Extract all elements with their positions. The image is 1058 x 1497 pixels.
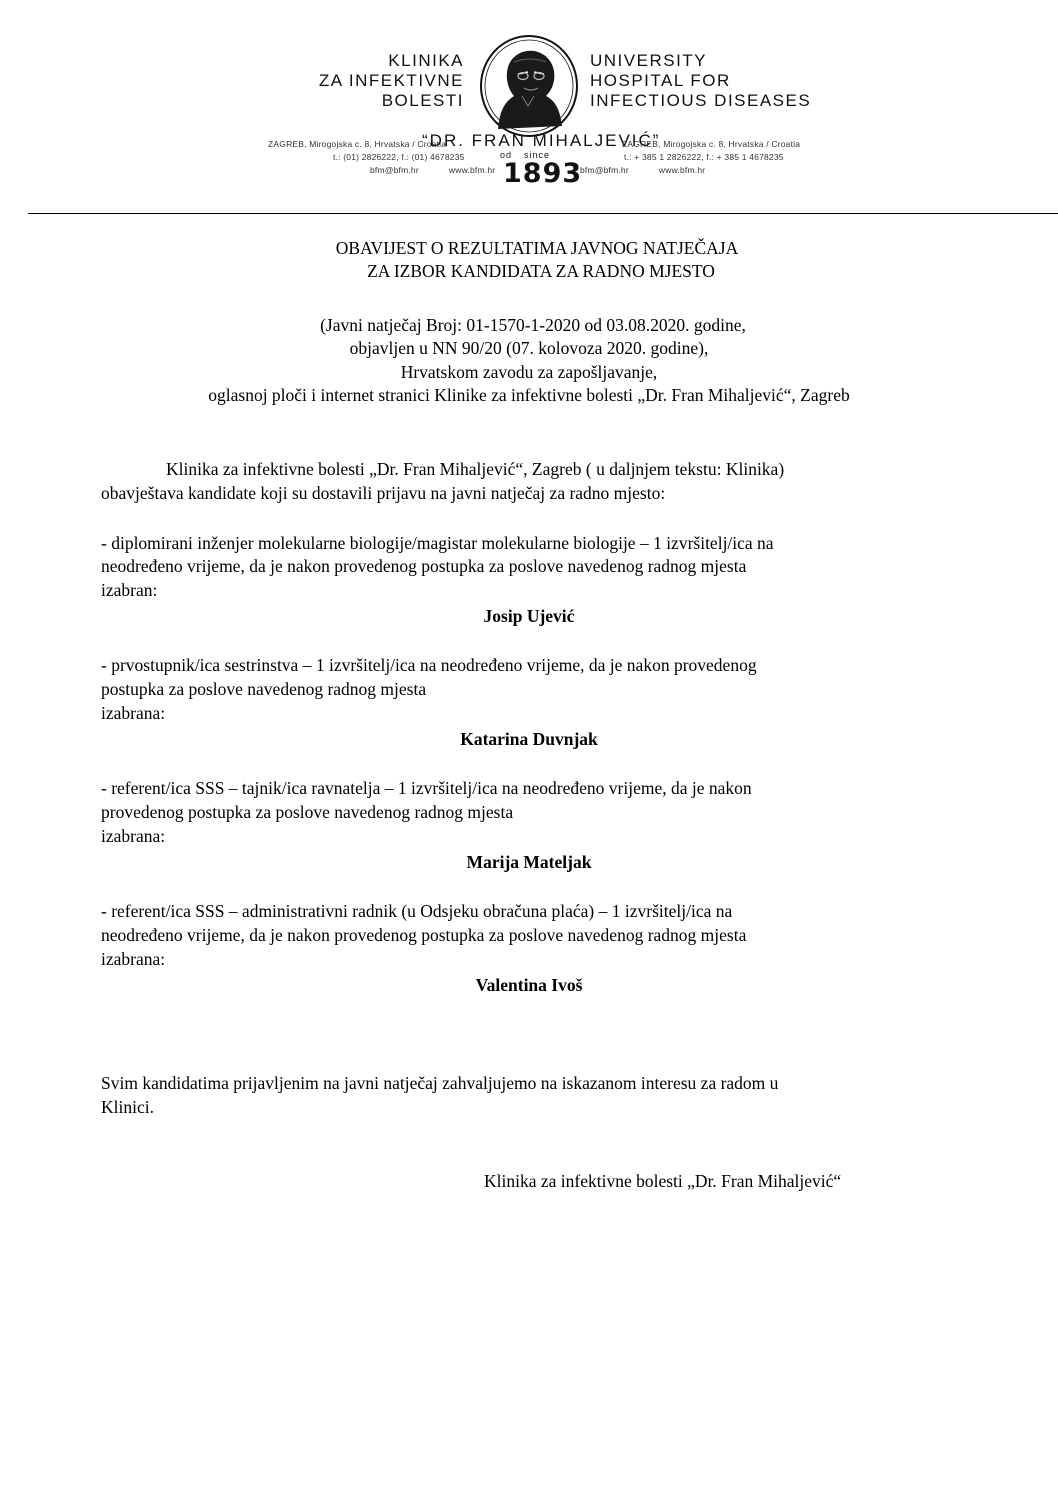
web-right: www.bfm.hr (658, 165, 706, 175)
thanks-line-1: Svim kandidatima prijavljenim na javni natječaj zahvaljujemo na iskazanom interesu za radom u (101, 1073, 779, 1093)
contact-right (580, 164, 735, 176)
address-left: ZAGREB, Mirogojska c. 8, Hrvatska / Croatia (268, 139, 447, 149)
position-2-line-3: izabrana: (101, 703, 166, 723)
selected-candidate-3: Marija Mateljak (466, 852, 592, 872)
position-1-line-1: - diplomirani inženjer molekularne biologije/magistar molekularne biologije – 1 izvršitelj/ica na (101, 533, 774, 553)
position-4-line-2: neodređeno vrijeme, da je nakon provedenog postupka za poslove navedenog radnog mjesta (101, 925, 747, 945)
letterhead-left-line: ZA INFEKTIVNE (318, 71, 464, 90)
position-3-line-3: izabrana: (101, 826, 166, 846)
email-right: bfm@bfm.hr (580, 165, 629, 175)
tender-line-1: (Javni natječaj Broj: 01-1570-1-2020 od 03.08.2020. godine, (320, 315, 746, 335)
letterhead-left-line: BOLESTI (381, 91, 464, 110)
since-hr: od (500, 150, 513, 160)
signature: Klinika za infektivne bolesti „Dr. Fran Mihaljević“ (484, 1171, 842, 1191)
position-1-line-2: neodređeno vrijeme, da je nakon provedenog postupka za poslove navedenog radnog mjesta (101, 556, 747, 576)
position-2-line-2: postupka za poslove navedenog radnog mjesta (101, 679, 427, 699)
hospital-name: “DR. FRAN MIHALJEVIĆ” (422, 131, 661, 150)
letterhead-left-name (319, 51, 464, 111)
tender-line-4: oglasnoj ploči i internet stranici Klinike za infektivne bolesti „Dr. Fran Mihaljević“, Zagreb (208, 385, 850, 405)
letterhead-right-line: INFECTIOUS DISEASES (590, 91, 812, 110)
address-right: ZAGREB, Mirogojska c. 8, Hrvatska / Croatia (622, 139, 801, 149)
header-divider (28, 213, 1058, 214)
tender-line-3: Hrvatskom zavodu za zapošljavanje, (400, 362, 658, 382)
position-1-line-3: izabran: (101, 580, 158, 600)
hospital-logo-portrait-icon (478, 34, 580, 138)
selected-candidate-1: Josip Ujević (483, 606, 575, 626)
email-left: bfm@bfm.hr (370, 165, 419, 175)
since-en: since (524, 150, 551, 160)
founding-year: 1893 (503, 158, 583, 189)
intro-line-2: obavještava kandidate koji su dostavili prijavu na javni natječaj za radno mjesto: (101, 483, 666, 503)
letterhead-right-line: UNIVERSITY (590, 51, 708, 70)
selected-candidate-4: Valentina Ivoš (475, 975, 583, 995)
position-2-line-1: - prvostupnik/ica sestrinstva – 1 izvršitelj/ica na neodređeno vrijeme, da je nakon provedenog (101, 655, 757, 675)
position-4-line-1: - referent/ica SSS – administrativni radnik (u Odsjeku obračuna plaća) – 1 izvršitelj/ica na (101, 901, 733, 921)
selected-candidate-2: Katarina Duvnjak (460, 729, 598, 749)
intro-line-1: Klinika za infektivne bolesti „Dr. Fran Mihaljević“, Zagreb ( u daljnjem tekstu: Klinika) (166, 459, 785, 479)
contact-left (370, 164, 525, 176)
position-4-line-3: izabrana: (101, 949, 166, 969)
phone-left: t.: (01) 2826222, f.: (01) 4678235 (333, 152, 465, 162)
web-left: www.bfm.hr (448, 165, 496, 175)
letterhead-right-name (590, 51, 811, 111)
letterhead-right-line: HOSPITAL FOR (590, 71, 731, 90)
phone-right: t.: + 385 1 2826222, f.: + 385 1 4678235 (624, 152, 784, 162)
tender-line-2: objavljen u NN 90/20 (07. kolovoza 2020. godine), (349, 338, 709, 358)
position-3-line-1: - referent/ica SSS – tajnik/ica ravnatelja – 1 izvršitelj/ica na neodređeno vrijeme, da je nakon (101, 778, 752, 798)
title-line-1: OBAVIJEST O REZULTATIMA JAVNOG NATJEČAJA (335, 238, 739, 258)
thanks-line-2: Klinici. (101, 1097, 154, 1117)
letterhead-left-line: KLINIKA (388, 51, 464, 70)
title-line-2: ZA IZBOR KANDIDATA ZA RADNO MJESTO (367, 261, 715, 281)
position-3-line-2: provedenog postupka za poslove navedenog radnog mjesta (101, 802, 514, 822)
